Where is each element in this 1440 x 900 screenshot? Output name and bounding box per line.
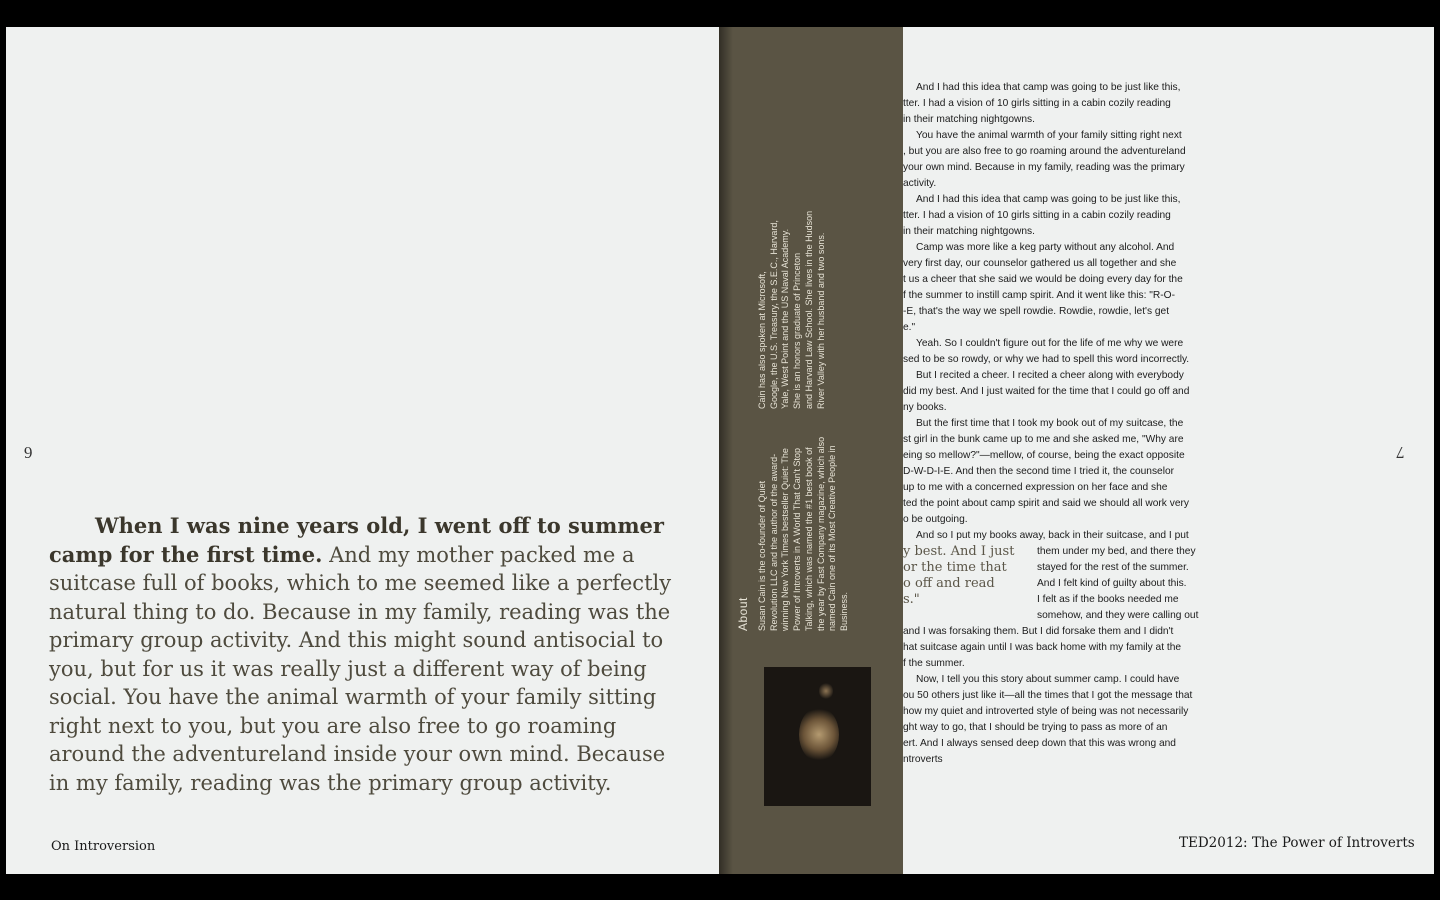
body-text-line: And I felt kind of guilty about this. [1037, 578, 1187, 589]
body-text-line: But the first time that I took my book out of my suitcase, the [916, 418, 1184, 429]
bio-line: Revolution LLC and the author of the award- [768, 453, 779, 631]
body-text-line: f the summer. [903, 658, 965, 669]
bio-line: and Harvard Law School. She lives in the Hudson [803, 210, 814, 409]
body-text-line: o be outgoing. [903, 514, 968, 525]
pull-quote-row [903, 544, 1225, 624]
bio-line: Yale, West Point and the US Naval Academy. [780, 228, 791, 409]
body-paragraphs-top [903, 80, 1225, 543]
lead-body-text: And my mother packed me a suitcase full of books, which to me seemed like a perfectly natural thing to do. Because in my family, reading was the primary group activity. And this might sound antisocial to you, but for us it was really just a different way of being social. You have the animal warmth of your family sitting right next to you, but you are also free to go roaming around the adventureland inside your own mind. Because in my family, reading was the primary group activity. [49, 542, 672, 795]
right-footer-title: TED2012: The Power of Introverts [1179, 835, 1415, 851]
body-text-line: D-W-D-I-E. And then the second time I tried it, the counselor [903, 466, 1175, 477]
body-text-line: how my quiet and introverted style of being was not necessarily [903, 706, 1189, 717]
bio-line: the year by Fast Company magazine, which also [815, 436, 826, 631]
body-text-line: ert. And I always sensed deep down that this was wrong and [903, 738, 1176, 749]
body-text-line: ny books. [903, 402, 947, 413]
right-page-number: 7 [1396, 443, 1405, 462]
narrow-text-column [1037, 544, 1198, 624]
pull-quote-line: or the time that [903, 560, 1007, 575]
body-text-line: And I had this idea that camp was going to be just like this, [916, 194, 1181, 205]
bio-line: Business. [838, 591, 849, 631]
body-text-line: very first day, our counselor gathered us all together and she [903, 258, 1177, 269]
body-text-line: e." [903, 322, 916, 333]
body-text-line: You have the animal warmth of your family sitting right next [916, 130, 1182, 141]
body-text-line: f the summer to instill camp spirit. And it went like this: "R-O- [903, 290, 1175, 301]
lead-paragraph [49, 512, 689, 797]
bio-line: River Valley with her husband and two sons. [815, 232, 826, 409]
body-text-line: st girl in the bunk came up to me and she asked me, "Why are [903, 434, 1184, 445]
body-text-line: and I was forsaking them. But I did forsake them and I didn't [903, 626, 1174, 637]
body-text-line: somehow, and they were calling out [1037, 610, 1199, 621]
author-flap[interactable] [719, 27, 903, 874]
body-text-line: eing so mellow?"—mellow, of course, being the exact opposite [903, 450, 1185, 461]
body-text-column [903, 80, 1225, 768]
body-text-line: up to me with a concerned expression on her face and she [903, 482, 1168, 493]
bio-line: named Cain one of its Most Creative People in [827, 445, 838, 631]
pull-quote [903, 544, 1037, 608]
author-photo-hand [819, 682, 833, 700]
author-bio-paragraph-2 [757, 209, 827, 409]
body-text-line: stayed for the rest of the summer. [1037, 562, 1189, 573]
bio-line: Susan Cain is the co-founder of Quiet [757, 480, 767, 631]
pull-quote-line: o off and read [903, 576, 995, 591]
left-page [6, 27, 719, 874]
body-text-line: , but you are also free to go roaming around the adventureland [903, 146, 1186, 157]
body-text-line: t us a cheer that she said we would be doing every day for the [903, 274, 1183, 285]
author-photo [764, 667, 871, 806]
author-photo-face [799, 707, 839, 762]
body-text-line: Yeah. So I couldn't figure out for the life of me why we were [916, 338, 1184, 349]
bio-line: Power of Introverts in A World That Can't Stop [792, 448, 803, 631]
body-text-line: them under my bed, and there they [1037, 546, 1196, 557]
body-text-line: Now, I tell you this story about summer camp. I could have [916, 674, 1180, 685]
body-text-line: activity. [903, 178, 937, 189]
body-text-line: ght way to go, that I should be trying to pass as more of an [903, 722, 1168, 733]
pull-quote-line: y best. And I just [903, 544, 1015, 559]
body-text-line: did my best. And I just waited for the time that I could go off and [903, 386, 1190, 397]
body-text-line: ntroverts [903, 754, 943, 765]
body-text-line: ted the point about camp spirit and said we should all work very [903, 498, 1189, 509]
body-text-line: And so I put my books away, back in their suitcase, and I put [916, 530, 1189, 541]
body-text-line: ou 50 others just like it—all the times that I got the message that [903, 690, 1193, 701]
body-text-line: -E, that's the way we spell rowdie. Rowdie, rowdie, let's get [903, 306, 1170, 317]
bio-line: winning New York Times bestseller Quiet: The [780, 448, 791, 631]
body-text-line: hat suitcase again until I was back home with my family at the [903, 642, 1182, 653]
lead-bold-text: When I was nine years old, I went off to summer camp for the first time. [49, 513, 664, 567]
body-text-line: in their matching nightgowns. [903, 114, 1035, 125]
body-text-line: But I recited a cheer. I recited a cheer along with everybody [916, 370, 1184, 381]
pull-quote-line: s." [903, 592, 920, 607]
body-text-line: sed to be so rowdy, or why we had to spell this word incorrectly. [903, 354, 1190, 365]
flap-shadow [719, 27, 733, 874]
body-text-line: And I had this idea that camp was going to be just like this, [916, 82, 1181, 93]
body-text-line: I felt as if the books needed me [1037, 594, 1179, 605]
bio-line: She is an honors graduate of Princeton [792, 252, 803, 409]
author-bio-paragraph-1 [757, 431, 851, 631]
body-text-line: your own mind. Because in my family, reading was the primary [903, 162, 1185, 173]
about-label: About [736, 597, 750, 631]
body-text-line: tter. I had a vision of 10 girls sitting in a cabin cozily reading [903, 210, 1171, 221]
body-text-line: in their matching nightgowns. [903, 226, 1035, 237]
bio-line: Talking, which was named the #1 best book of [803, 447, 814, 631]
bio-line: Google, the U.S. Treasury, the S.E.C., Harvard, [768, 220, 779, 409]
left-footer-title: On Introversion [51, 839, 156, 854]
body-text-line: tter. I had a vision of 10 girls sitting in a cabin cozily reading [903, 98, 1171, 109]
left-page-number: 6 [24, 443, 33, 462]
body-text-line: Camp was more like a keg party without any alcohol. And [916, 242, 1175, 253]
bio-line: Cain has also spoken at Microsoft, [757, 271, 767, 409]
right-page [903, 27, 1434, 874]
body-paragraphs-bottom [903, 624, 1225, 767]
